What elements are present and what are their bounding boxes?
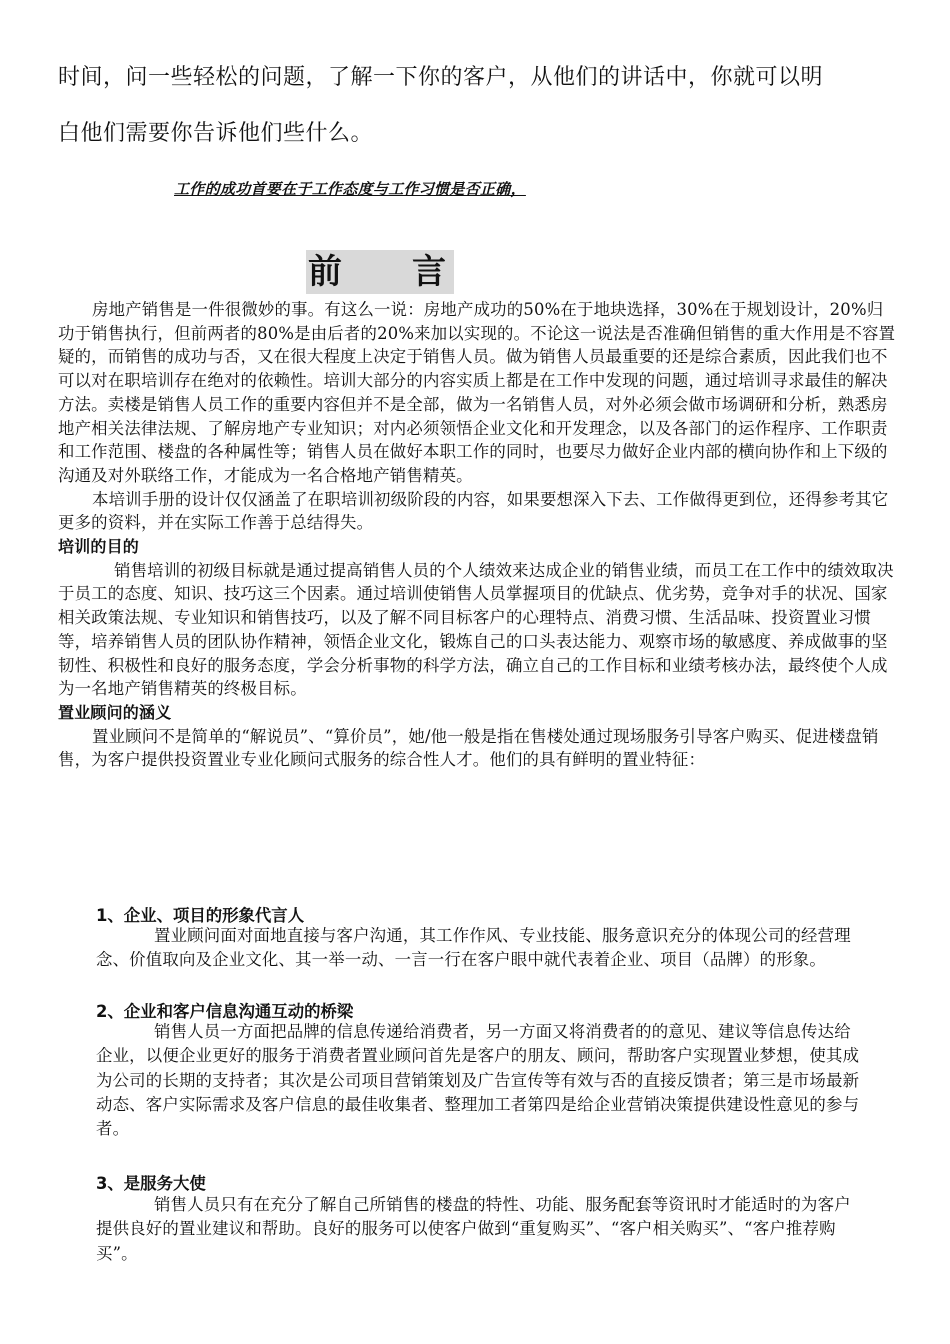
page-title	[306, 250, 454, 294]
intro-paragraph	[58, 50, 898, 162]
preface-section	[58, 298, 896, 772]
preface-paragraph-2: 本培训手册的设计仅仅涵盖了在职培训初级阶段的内容，如果要想深入下去、工作做得更到位，还得参考其它更多的资料，并在实际工作善于总结得失。	[58, 489, 889, 533]
advisor-item-text-3: 销售人员只有在充分了解自己所销售的楼盘的特性、功能、服务配套等资讯时才能适时的为客户提供良好的置业建议和帮助。良好的服务可以使客户做到“重复购买”、“客户相关购买”、“客户推荐购买”。	[96, 1195, 851, 1263]
advisor-heading: 置业顾问的涵义	[58, 702, 172, 722]
advisor-item-title-1: 1、企业、项目的形象代言人	[96, 906, 305, 925]
intro-line-2: 白他们需要你告诉他们些什么。	[58, 121, 374, 146]
advisor-paragraph: 置业顾问不是简单的“解说员”、“算价员”，她/他一般是指在售楼处通过现场服务引导客户购买、促进楼盘销售，为客户提供投资置业专业化顾问式服务的综合性人才。他们的具有鲜明的置业特征：	[58, 726, 879, 770]
advisor-item-title-2: 2、企业和客户信息沟通互动的桥梁	[96, 1002, 354, 1021]
advisor-item-text-2: 销售人员一方面把品牌的信息传递给消费者，另一方面又将消费者的的意见、建议等信息传达给企业，以便企业更好的服务于消费者置业顾问首先是客户的朋友、顾问，帮助客户实现置业梦想，使其成为公司的长期的支持者；其次是公司项目营销策划及广告宣传等有效与否的直接反馈者；第三是市场最新动态、客户实际需求及客户信息的最佳收集者、整理加工者第四是给企业营销决策提供建设性意见的参与者。	[96, 1022, 860, 1139]
advisor-item-text-1: 置业顾问面对面地直接与客户沟通，其工作作风、专业技能、服务意识充分的体现公司的经营理念、价值取向及企业文化、其一举一动、一言一行在客户眼中就代表着企业、项目（品牌）的形象。	[96, 926, 851, 970]
advisor-item-body-3	[96, 1193, 866, 1266]
advisor-item-body-1	[96, 924, 866, 973]
purpose-heading: 培训的目的	[58, 537, 140, 557]
advisor-item-title-3: 3、是服务大使	[96, 1174, 206, 1193]
motto-line: 工作的成功首要在于工作态度与工作习惯是否正确，	[174, 180, 526, 198]
title-char-1: 前	[308, 252, 342, 292]
purpose-paragraph: 销售培训的初级目标就是通过提高销售人员的个人绩效来达成企业的销售业绩，而员工在工作中的绩效取决于员工的态度、知识、技巧这三个因素。通过培训使销售人员掌握项目的优缺点、优劣势，竞争对手的状况、国家相关政策法规、专业知识和销售技巧，以及了解不同目标客户的心理特点、消费习惯、生活品味、投资置业习惯等，培养销售人员的团队协作精神，领悟企业文化，锻炼自己的口头表达能力、观察市场的敏感度、养成做事的坚韧性、积极性和良好的服务态度，学会分析事物的科学方法，确立自己的工作目标和业绩考核办法，最终使个人成为一名地产销售精英的终极目标。	[58, 560, 894, 699]
title-char-2: 言	[412, 252, 446, 292]
intro-line-1: 时间，问一些轻松的问题，了解一下你的客户，从他们的讲话中，你就可以明	[58, 65, 824, 90]
advisor-item-body-2	[96, 1020, 866, 1141]
preface-paragraph-1: 房地产销售是一件很微妙的事。有这么一说：房地产成功的50%在于地块选择，30%在于规划设计，20%归功于销售执行，但前两者的80%是由后者的20%来加以实现的。不论这一说法是否准确但销售的重大作用是不容置疑的，而销售的成功与否，又在很大程度上决定于销售人员。做为销售人员最重要的还是综合素质，因此我们也不可以对在职培训存在绝对的依赖性。培训大部分的内容实质上都是在工作中发现的问题，通过培训寻求最佳的解决方法。卖楼是销售人员工作的重要内容但并不是全部，做为一名销售人员，对外必须会做市场调研和分析，熟悉房地产相关法律法规、了解房地产专业知识；对内必须领悟企业文化和开发理念，以及各部门的运作程序、工作职责和工作范围、楼盘的各种属性等；销售人员在做好本职工作的同时，也要尽力做好企业内部的横向协作和上下级的沟通及对外联络工作，才能成为一名合格地产销售精英。	[58, 300, 896, 485]
